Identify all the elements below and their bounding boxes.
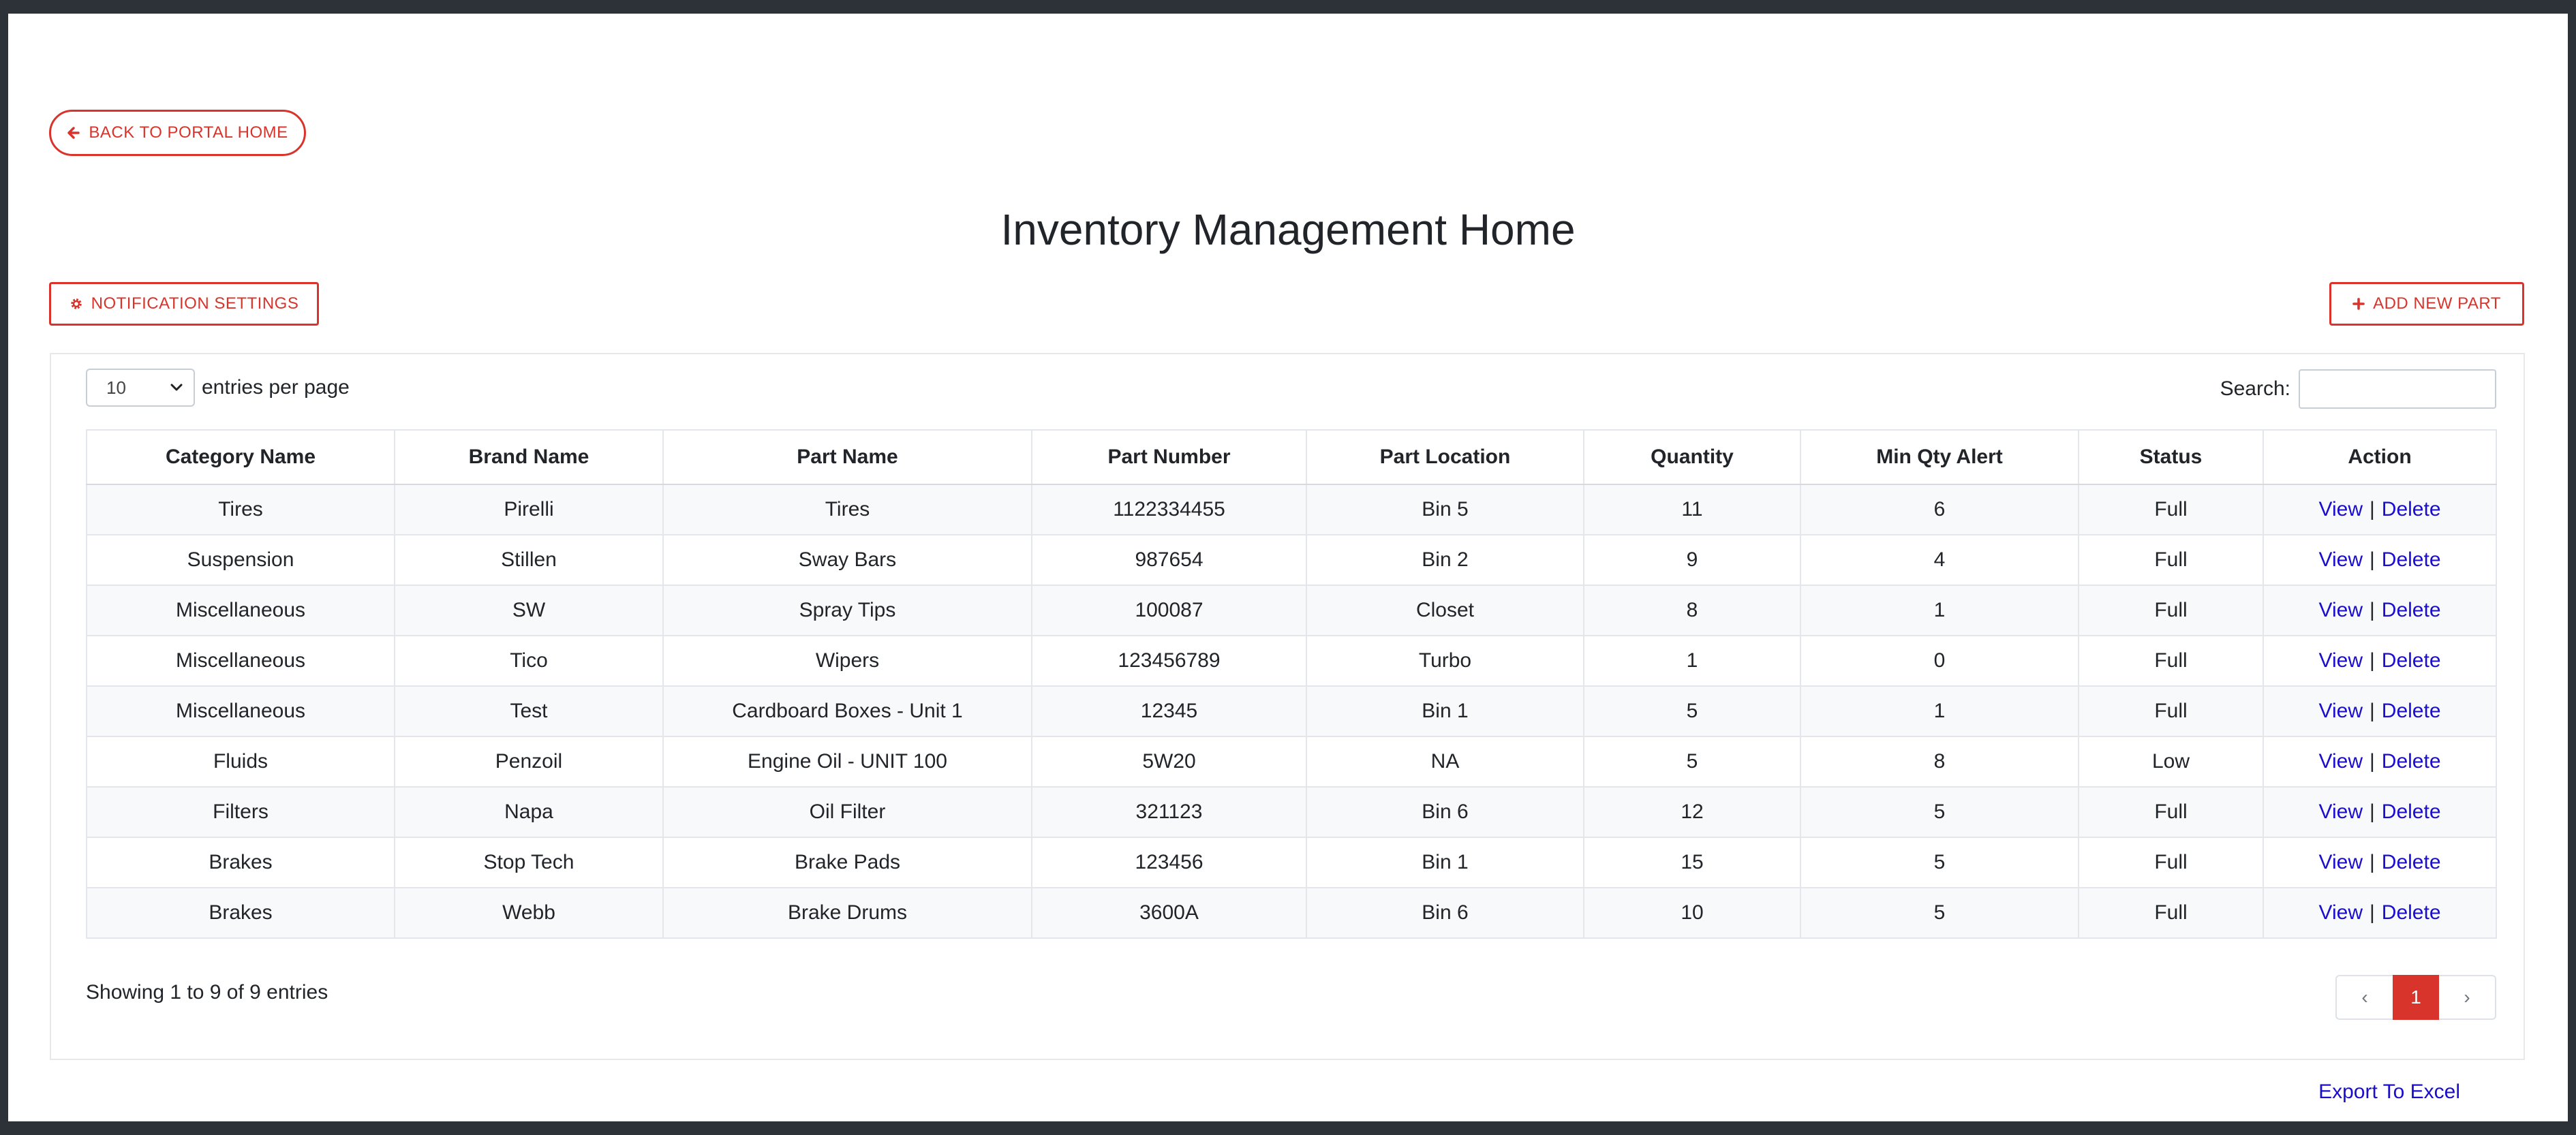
view-link[interactable]: View — [2318, 498, 2363, 520]
cell-part-number: 3600A — [1032, 888, 1306, 938]
cell-brand: Tico — [395, 636, 663, 686]
delete-link[interactable]: Delete — [2381, 498, 2441, 520]
inventory-table — [86, 429, 2497, 939]
cell-quantity: 11 — [1584, 484, 1800, 535]
column-header-part-location[interactable]: Part Location — [1306, 430, 1584, 484]
cell-status: Full — [2079, 837, 2263, 888]
cell-category: Miscellaneous — [87, 585, 395, 636]
cell-part-number: 12345 — [1032, 686, 1306, 736]
table-row — [87, 686, 2496, 736]
page-title: Inventory Management Home — [1000, 205, 1576, 254]
cell-part-location: Bin 2 — [1306, 535, 1584, 585]
cell-action — [2263, 736, 2496, 787]
table-row — [87, 787, 2496, 837]
table-body — [87, 484, 2496, 938]
cell-brand: Webb — [395, 888, 663, 938]
cell-brand: Napa — [395, 787, 663, 837]
cell-brand: Test — [395, 686, 663, 736]
cell-min-qty-alert: 8 — [1800, 736, 2079, 787]
entries-per-page-value: 10 — [106, 377, 126, 398]
delete-link[interactable]: Delete — [2381, 851, 2441, 873]
cell-brand: Stop Tech — [395, 837, 663, 888]
cell-quantity: 12 — [1584, 787, 1800, 837]
table-row — [87, 585, 2496, 636]
cell-category: Tires — [87, 484, 395, 535]
view-link[interactable]: View — [2318, 548, 2363, 571]
action-separator: | — [2369, 548, 2375, 571]
cell-category: Miscellaneous — [87, 636, 395, 686]
cell-part-name: Spray Tips — [663, 585, 1032, 636]
view-link[interactable]: View — [2318, 649, 2363, 672]
delete-link[interactable]: Delete — [2381, 649, 2441, 672]
cell-min-qty-alert: 6 — [1800, 484, 2079, 535]
cell-part-number: 5W20 — [1032, 736, 1306, 787]
cell-min-qty-alert: 1 — [1800, 686, 2079, 736]
delete-link[interactable]: Delete — [2381, 599, 2441, 621]
cell-action — [2263, 535, 2496, 585]
cell-quantity: 9 — [1584, 535, 1800, 585]
cell-category: Filters — [87, 787, 395, 837]
cell-part-name: Cardboard Boxes - Unit 1 — [663, 686, 1032, 736]
cell-status: Full — [2079, 585, 2263, 636]
cell-part-name: Engine Oil - UNIT 100 — [663, 736, 1032, 787]
cell-part-location: Bin 1 — [1306, 686, 1584, 736]
column-header-part-name[interactable]: Part Name — [663, 430, 1032, 484]
action-separator: | — [2369, 750, 2375, 773]
back-to-portal-label: BACK TO PORTAL HOME — [89, 123, 288, 142]
action-separator: | — [2369, 800, 2375, 823]
cell-part-location: Turbo — [1306, 636, 1584, 686]
cell-part-location: Bin 6 — [1306, 888, 1584, 938]
table-info: Showing 1 to 9 of 9 entries — [86, 981, 328, 1004]
delete-link[interactable]: Delete — [2381, 901, 2441, 924]
cell-action — [2263, 484, 2496, 535]
plus-icon — [2352, 298, 2365, 310]
view-link[interactable]: View — [2318, 800, 2363, 823]
cell-brand: Stillen — [395, 535, 663, 585]
cell-part-location: NA — [1306, 736, 1584, 787]
cell-min-qty-alert: 5 — [1800, 888, 2079, 938]
delete-link[interactable]: Delete — [2381, 700, 2441, 722]
action-separator: | — [2369, 700, 2375, 722]
cell-part-name: Brake Pads — [663, 837, 1032, 888]
cell-brand: Penzoil — [395, 736, 663, 787]
action-separator: | — [2369, 498, 2375, 520]
cell-min-qty-alert: 1 — [1800, 585, 2079, 636]
cell-action — [2263, 837, 2496, 888]
cell-status: Full — [2079, 636, 2263, 686]
entries-per-page-label: entries per page — [202, 376, 350, 399]
cell-category: Fluids — [87, 736, 395, 787]
table-row — [87, 535, 2496, 585]
column-header-part-number[interactable]: Part Number — [1032, 430, 1306, 484]
cell-part-name: Wipers — [663, 636, 1032, 686]
cell-action — [2263, 787, 2496, 837]
cell-category: Brakes — [87, 888, 395, 938]
page — [8, 14, 2568, 1121]
cell-status: Full — [2079, 484, 2263, 535]
cell-part-name: Tires — [663, 484, 1032, 535]
cell-quantity: 5 — [1584, 736, 1800, 787]
cell-part-number: 100087 — [1032, 585, 1306, 636]
table-row — [87, 484, 2496, 535]
cell-min-qty-alert: 0 — [1800, 636, 2079, 686]
view-link[interactable]: View — [2318, 750, 2363, 773]
cell-category: Brakes — [87, 837, 395, 888]
arrow-left-icon — [67, 126, 80, 140]
search-label: Search: — [2220, 377, 2290, 400]
cell-category: Miscellaneous — [87, 686, 395, 736]
cell-category: Suspension — [87, 535, 395, 585]
cell-quantity: 1 — [1584, 636, 1800, 686]
search-input[interactable] — [2299, 369, 2496, 409]
cell-action — [2263, 585, 2496, 636]
cell-status: Full — [2079, 535, 2263, 585]
cell-part-name: Oil Filter — [663, 787, 1032, 837]
add-new-part-label: ADD NEW PART — [2373, 294, 2501, 313]
cell-quantity: 15 — [1584, 837, 1800, 888]
view-link[interactable]: View — [2318, 700, 2363, 722]
cell-status: Low — [2079, 736, 2263, 787]
cell-part-location: Bin 1 — [1306, 837, 1584, 888]
column-header-brand[interactable]: Brand Name — [395, 430, 663, 484]
notification-settings-button[interactable] — [49, 282, 319, 326]
delete-link[interactable]: Delete — [2381, 750, 2441, 773]
cell-part-location: Bin 5 — [1306, 484, 1584, 535]
back-to-portal-button[interactable] — [49, 110, 306, 156]
inventory-table-card — [50, 353, 2525, 1060]
action-separator: | — [2369, 649, 2375, 672]
cell-status: Full — [2079, 888, 2263, 938]
cell-part-name: Sway Bars — [663, 535, 1032, 585]
cell-part-number: 987654 — [1032, 535, 1306, 585]
entries-per-page-control — [86, 369, 350, 407]
cell-action — [2263, 888, 2496, 938]
action-separator: | — [2369, 599, 2375, 621]
view-link[interactable]: View — [2318, 851, 2363, 873]
column-header-status[interactable]: Status — [2079, 430, 2263, 484]
pagination — [2335, 975, 2496, 1020]
cell-part-number: 1122334455 — [1032, 484, 1306, 535]
table-row — [87, 888, 2496, 938]
view-link[interactable]: View — [2318, 599, 2363, 621]
view-link[interactable]: View — [2318, 901, 2363, 924]
notification-settings-label: NOTIFICATION SETTINGS — [91, 294, 299, 313]
cell-quantity: 5 — [1584, 686, 1800, 736]
pagination-prev-button[interactable]: ‹ — [2335, 975, 2393, 1020]
table-row — [87, 837, 2496, 888]
cell-quantity: 8 — [1584, 585, 1800, 636]
cell-brand: SW — [395, 585, 663, 636]
column-header-category[interactable]: Category Name — [87, 430, 395, 484]
cell-min-qty-alert: 5 — [1800, 837, 2079, 888]
action-separator: | — [2369, 851, 2375, 873]
table-row — [87, 636, 2496, 686]
export-to-excel-link[interactable]: Export To Excel — [2318, 1080, 2460, 1103]
delete-link[interactable]: Delete — [2381, 548, 2441, 571]
pagination-next-button[interactable]: › — [2439, 975, 2496, 1020]
column-header-min-qty-alert[interactable]: Min Qty Alert — [1800, 430, 2079, 484]
cell-min-qty-alert: 4 — [1800, 535, 2079, 585]
chevron-down-icon — [170, 384, 183, 392]
cell-status: Full — [2079, 686, 2263, 736]
table-header-row — [87, 430, 2496, 484]
action-separator: | — [2369, 901, 2375, 924]
cell-min-qty-alert: 5 — [1800, 787, 2079, 837]
cell-part-location: Closet — [1306, 585, 1584, 636]
entries-per-page-select[interactable] — [86, 369, 195, 407]
cell-action — [2263, 686, 2496, 736]
cell-part-number: 123456789 — [1032, 636, 1306, 686]
cell-status: Full — [2079, 787, 2263, 837]
column-header-action: Action — [2263, 430, 2496, 484]
cell-part-name: Brake Drums — [663, 888, 1032, 938]
gear-icon — [70, 297, 83, 311]
table-row — [87, 736, 2496, 787]
delete-link[interactable]: Delete — [2381, 800, 2441, 823]
cell-brand: Pirelli — [395, 484, 663, 535]
cell-part-number: 321123 — [1032, 787, 1306, 837]
cell-quantity: 10 — [1584, 888, 1800, 938]
column-header-quantity[interactable]: Quantity — [1584, 430, 1800, 484]
cell-action — [2263, 636, 2496, 686]
cell-part-number: 123456 — [1032, 837, 1306, 888]
add-new-part-button[interactable] — [2329, 282, 2524, 326]
search-control — [2220, 369, 2496, 409]
pagination-page-1[interactable]: 1 — [2393, 975, 2439, 1020]
cell-part-location: Bin 6 — [1306, 787, 1584, 837]
